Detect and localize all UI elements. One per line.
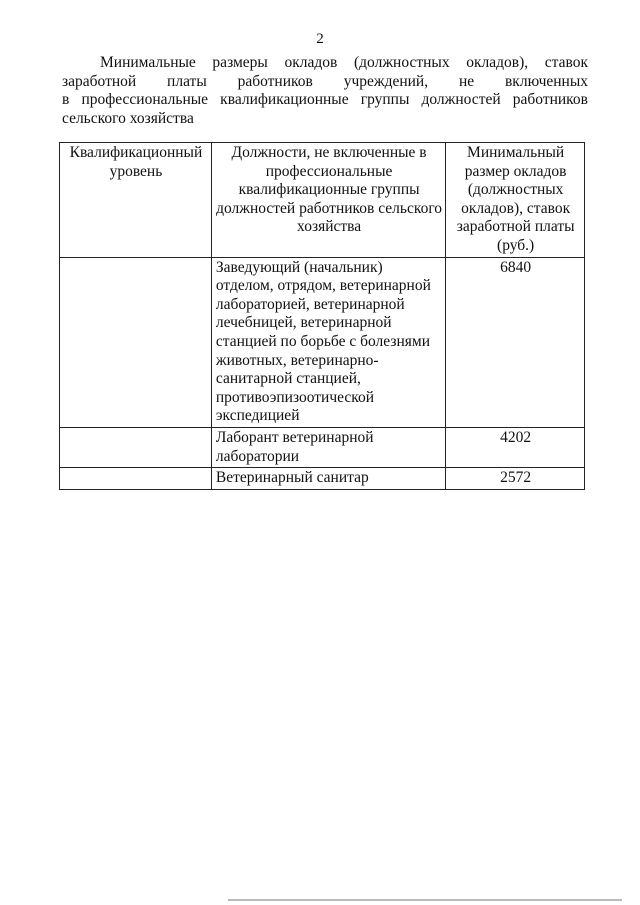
cell-salary: 4202 xyxy=(446,427,585,467)
intro-line: заработной платы работников учреждений, не включенных xyxy=(62,72,588,90)
table-row xyxy=(60,427,585,467)
intro-line: Минимальные размеры окладов (должностных окладов), ставок xyxy=(100,54,588,71)
intro-line: сельского хозяйства xyxy=(62,109,194,127)
cell-position: Лаборант ветеринарной лаборатории xyxy=(211,427,445,467)
cell-level xyxy=(60,257,212,427)
cell-position: Ветеринарный санитар xyxy=(211,468,445,490)
cell-salary: 2572 xyxy=(446,468,585,490)
intro-line: в профессиональные квалификационные группы должностей работников xyxy=(62,91,588,108)
table-row xyxy=(60,257,585,427)
header-level: Квалификационный уровень xyxy=(60,143,212,258)
cell-position: Заведующий (начальник) отделом, отрядом, ветеринарной лабораторией, ветеринарной лечебницей, ветеринарной станцией по борьбе с болезнями животных, ветеринарно-санитарной станцией, противоэпизоотической экспедицией xyxy=(211,257,445,427)
page-number: 2 xyxy=(316,31,324,47)
header-salary: Минимальный размер окладов (должностных окладов), ставок заработной платы (руб.) xyxy=(446,143,585,258)
cell-level xyxy=(60,468,212,490)
salary-table xyxy=(59,142,585,490)
cell-level xyxy=(60,427,212,467)
table-row xyxy=(60,468,585,490)
scan-edge-line xyxy=(228,899,622,901)
intro-paragraph xyxy=(62,54,588,128)
header-position: Должности, не включенные в профессиональные квалификационные группы должностей работников сельского хозяйства xyxy=(211,143,445,258)
cell-salary: 6840 xyxy=(446,257,585,427)
table-header-row xyxy=(60,143,585,258)
